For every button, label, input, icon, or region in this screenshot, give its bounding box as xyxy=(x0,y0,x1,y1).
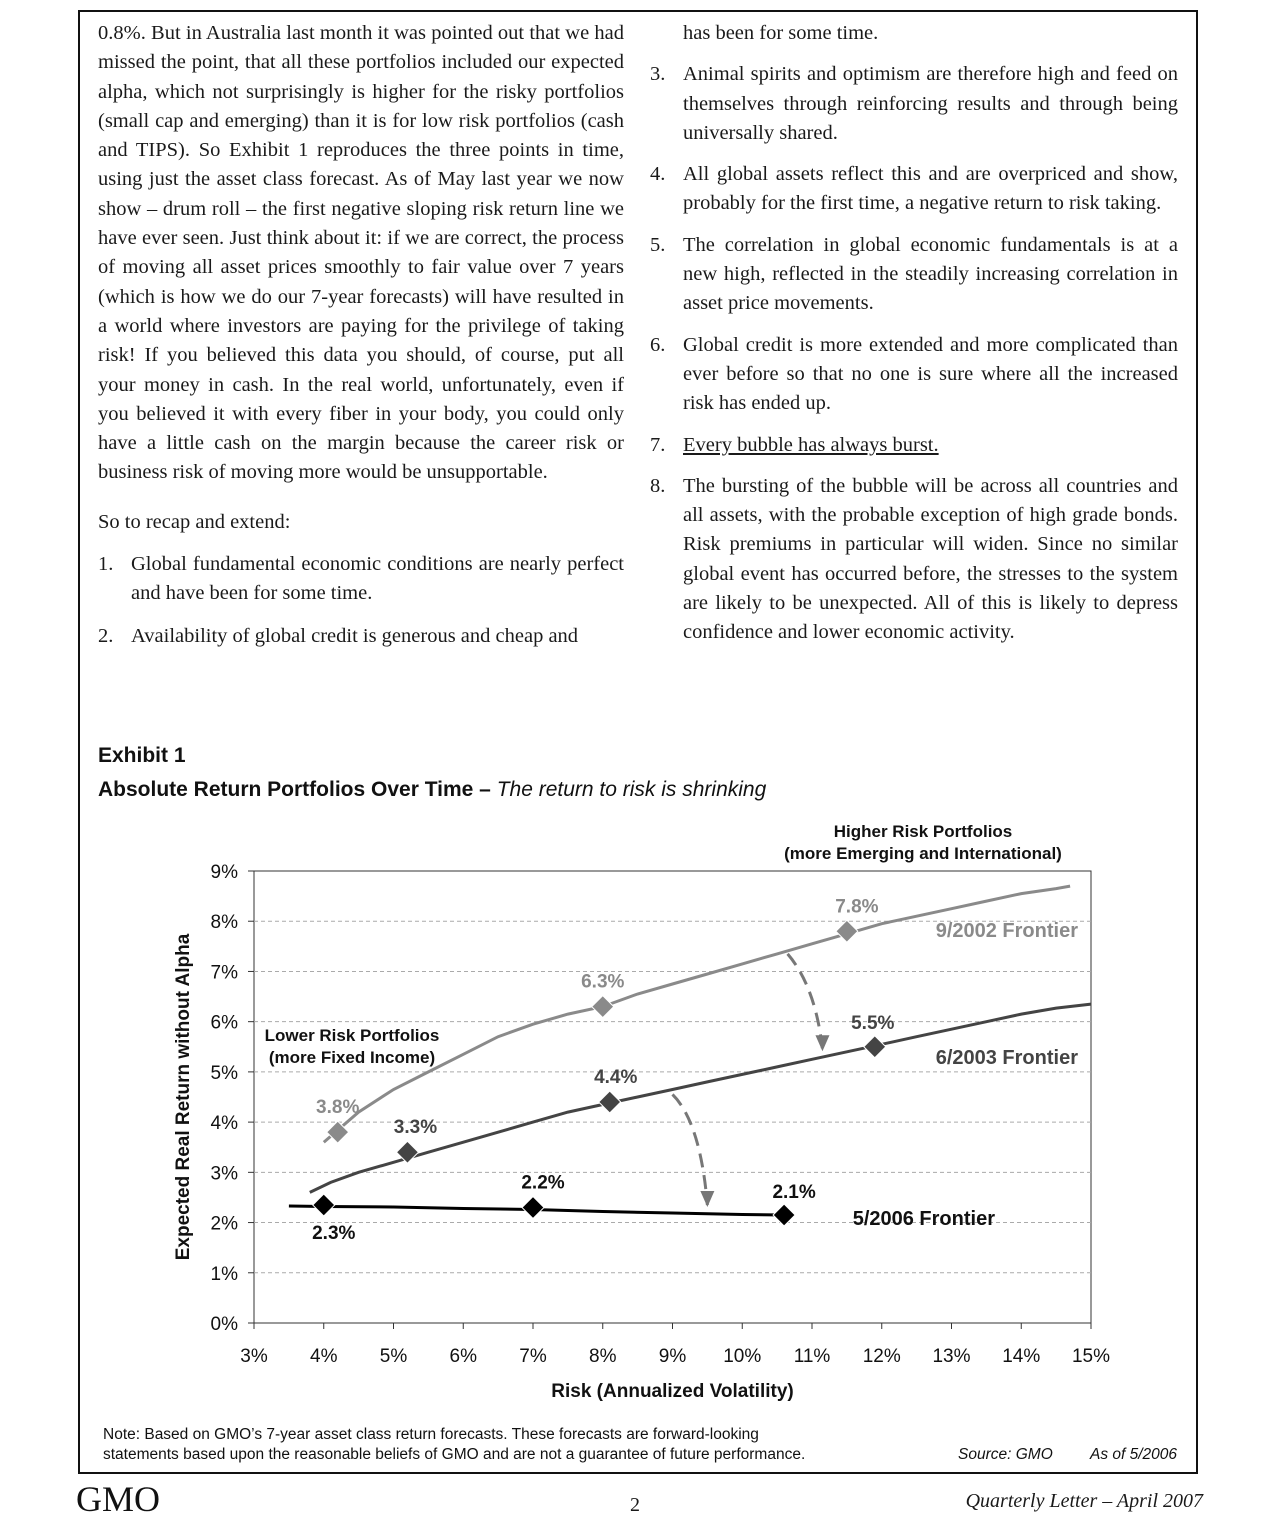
x-tick-label: 5% xyxy=(379,1346,408,1367)
x-tick-label: 7% xyxy=(519,1346,547,1367)
series-name-label: 9/2002 Frontier xyxy=(935,920,1078,942)
arrow-head xyxy=(700,1191,714,1207)
list-number: 1. xyxy=(98,553,114,576)
y-tick-label: 8% xyxy=(210,912,238,934)
data-label: 3.8% xyxy=(316,1097,360,1119)
x-axis-label: Risk (Annualized Volatility) xyxy=(551,1381,794,1402)
chart-annotation: Lower Risk Portfolios xyxy=(264,1026,440,1045)
footer-title: Quarterly Letter – April 2007 xyxy=(965,1490,1203,1512)
data-marker xyxy=(313,1194,335,1216)
series-name-label: 5/2006 Frontier xyxy=(852,1208,995,1230)
y-tick-label: 7% xyxy=(210,962,238,984)
chart-annotation: (more Emerging and International) xyxy=(784,844,1062,863)
x-tick-label: 3% xyxy=(240,1346,268,1367)
data-label: 4.4% xyxy=(594,1067,638,1089)
arrow-head xyxy=(815,1035,829,1051)
x-tick-label: 6% xyxy=(449,1346,477,1367)
data-label: 2.3% xyxy=(312,1222,356,1244)
list-number: 6. xyxy=(650,333,666,356)
shift-arrow xyxy=(788,954,823,1049)
y-tick-label: 4% xyxy=(210,1113,238,1135)
y-tick-label: 5% xyxy=(210,1062,238,1084)
data-marker xyxy=(599,1091,621,1113)
as-of-label: As of 5/2006 xyxy=(1090,1446,1178,1463)
x-tick-label: 13% xyxy=(932,1346,971,1367)
y-tick-label: 1% xyxy=(210,1263,238,1285)
list-number: 5. xyxy=(650,233,666,256)
list-number: 3. xyxy=(650,63,666,86)
note-line: statements based upon the reasonable beliefs of GMO and are not a guarantee of future performance. xyxy=(103,1446,806,1463)
data-label: 2.2% xyxy=(521,1172,565,1194)
chart-annotation: (more Fixed Income) xyxy=(268,1048,436,1067)
exhibit-label: Exhibit 1 xyxy=(98,744,186,767)
x-tick-label: 14% xyxy=(1002,1346,1041,1367)
data-marker xyxy=(836,920,858,942)
shift-arrow xyxy=(673,1094,708,1204)
body-paragraph: So to recap and extend: xyxy=(98,510,291,533)
gmo-logo: GMO xyxy=(76,1479,161,1519)
list-text: Global credit is more extended and more complicated than ever before so that no one is sure where all the increased risk has ended up. xyxy=(683,333,1178,415)
data-marker xyxy=(592,996,614,1018)
chart-note xyxy=(103,1425,805,1465)
exhibit-title-italic: The return to risk is shrinking xyxy=(496,778,767,801)
series-name-label: 6/2003 Frontier xyxy=(935,1047,1078,1069)
note-line: Note: Based on GMO’s 7-year asset class return forecasts. These forecasts are forward-looking xyxy=(103,1426,759,1443)
body-paragraph: 0.8%. But in Australia last month it was pointed out that we had missed the point, that all these portfolios included our expected alpha, which not surprisingly is higher for the risky portfolios (small cap and emerging) than it is for low risk portfolios (cash and TIPS). So Exhibit 1 reproduces the three points in time, using just the asset class forecast. As of May last year we now show – drum roll – the first negative sloping risk return line we have ever seen. Just think about it: if we are correct, the process of moving all asset prices smoothly to fair value over 7 years (which is how we do our 7-year forecasts) will have resulted in a world where investors are paying for the privilege of taking risk! If you believed this data you should, of course, put all your money in cash. In the real world, unfortunately, even if you believed it with every fiber in your body, you could only have a little cash on the margin because the career risk or business risk of moving more would be unsupportable. xyxy=(98,22,624,484)
exhibit-title-bold: Absolute Return Portfolios Over Time – xyxy=(98,778,497,801)
source-label: Source: GMO xyxy=(958,1446,1053,1463)
list-text: has been for some time. xyxy=(683,22,879,44)
list-number: 2. xyxy=(98,624,114,647)
y-tick-label: 6% xyxy=(210,1012,238,1034)
x-tick-label: 11% xyxy=(793,1346,831,1367)
y-axis-label: Expected Real Return without Alpha xyxy=(173,933,194,1261)
x-tick-label: 15% xyxy=(1071,1346,1111,1367)
data-label: 3.3% xyxy=(393,1117,438,1139)
y-tick-label: 3% xyxy=(210,1163,238,1185)
x-tick-label: 4% xyxy=(310,1346,338,1367)
list-text: All global assets reflect this and are overpriced and show, probably for the first time, a negative return to risk taking. xyxy=(683,163,1178,215)
chart-annotation: Higher Risk Portfolios xyxy=(833,822,1013,841)
data-label: 7.8% xyxy=(835,896,879,918)
data-label: 2.1% xyxy=(772,1182,816,1204)
x-tick-label: 12% xyxy=(862,1346,901,1367)
x-tick-label: 9% xyxy=(658,1346,687,1367)
list-text: Availability of global credit is generous and cheap and xyxy=(131,624,579,647)
y-tick-label: 9% xyxy=(210,862,238,883)
page-number: 2 xyxy=(630,1494,640,1516)
x-tick-label: 10% xyxy=(723,1346,762,1367)
y-tick-label: 2% xyxy=(210,1213,238,1235)
list-text: Global fundamental economic conditions are nearly perfect and have been for some time. xyxy=(131,553,624,605)
list-number: 7. xyxy=(650,433,666,456)
data-marker xyxy=(522,1196,544,1218)
y-tick-label: 0% xyxy=(210,1314,238,1335)
data-label: 5.5% xyxy=(851,1012,895,1034)
list-number: 8. xyxy=(650,474,666,497)
data-marker xyxy=(864,1036,886,1058)
list-text: Animal spirits and optimism are therefore high and feed on themselves through reinforcing results and through being universally shared. xyxy=(683,63,1178,144)
data-marker xyxy=(773,1204,795,1226)
list-text: The correlation in global economic fundamentals is at a new high, reflected in the steadily increasing correlation in asset price movements. xyxy=(683,233,1178,315)
list-text-underlined: Every bubble has always burst. xyxy=(683,433,939,456)
data-label: 6.3% xyxy=(581,971,625,993)
x-tick-label: 8% xyxy=(589,1346,617,1367)
list-text: The bursting of the bubble will be across all countries and all assets, with the probable exception of high grade bonds. Risk premiums in particular will widen. Since no similar global event has occurred before, the stresses to the system are likely to be unexpected. All of this is likely to depress confidence and lower economic activity. xyxy=(683,474,1178,644)
list-number: 4. xyxy=(650,163,666,186)
